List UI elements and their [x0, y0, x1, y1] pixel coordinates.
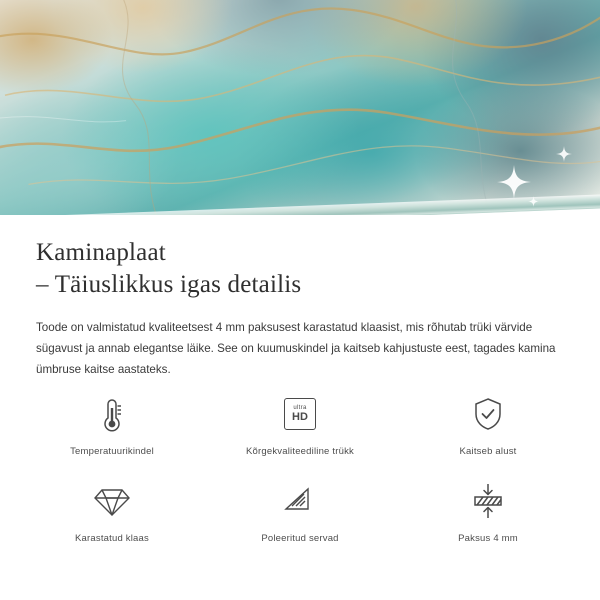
- feature-label: Kõrgekvaliteediline trükk: [246, 446, 354, 457]
- feature-label: Poleeritud servad: [261, 533, 339, 544]
- title-line-2: – Täiuslikkus igas detailis: [36, 271, 302, 298]
- diamond-icon: [93, 479, 131, 523]
- ultra-hd-badge-bottom: HD: [292, 411, 308, 423]
- feature-item-print-quality: [206, 392, 394, 457]
- gold-veins: [0, 0, 600, 215]
- text-block: [0, 215, 600, 380]
- feature-item-temperature: [18, 392, 206, 457]
- polished-edge-icon: [282, 479, 318, 523]
- thickness-arrows-icon: [470, 479, 506, 523]
- feature-label: Paksus 4 mm: [458, 533, 518, 544]
- hero-image: [0, 0, 600, 215]
- feature-label: Temperatuurikindel: [70, 446, 154, 457]
- ultra-hd-icon: [284, 392, 316, 436]
- page-title: [0, 215, 600, 301]
- ultra-hd-badge-top: ultra: [293, 405, 307, 411]
- feature-item-polished-edges: [206, 479, 394, 544]
- feature-item-thickness: [394, 479, 582, 544]
- feature-item-tempered-glass: [18, 479, 206, 544]
- feature-label: Karastatud klaas: [75, 533, 149, 544]
- description-text: Toode on valmistatud kvaliteetsest 4 mm paksusest karastatud klaasist, mis rõhutab trüki värvide sügavust ja annab elegantse läike. See on kuumuskindel ja kaitseb kahjustuste eest, tagades kamina ümbruse kaitse aastateks.: [36, 321, 556, 377]
- feature-label: Kaitseb alust: [459, 446, 517, 457]
- feature-item-protection: [394, 392, 582, 457]
- shield-check-icon: [471, 392, 505, 436]
- glass-panel-photo: [0, 0, 600, 215]
- feature-grid: [0, 392, 600, 544]
- thermometer-icon: [95, 392, 129, 436]
- title-line-1: Kaminaplaat: [36, 239, 166, 266]
